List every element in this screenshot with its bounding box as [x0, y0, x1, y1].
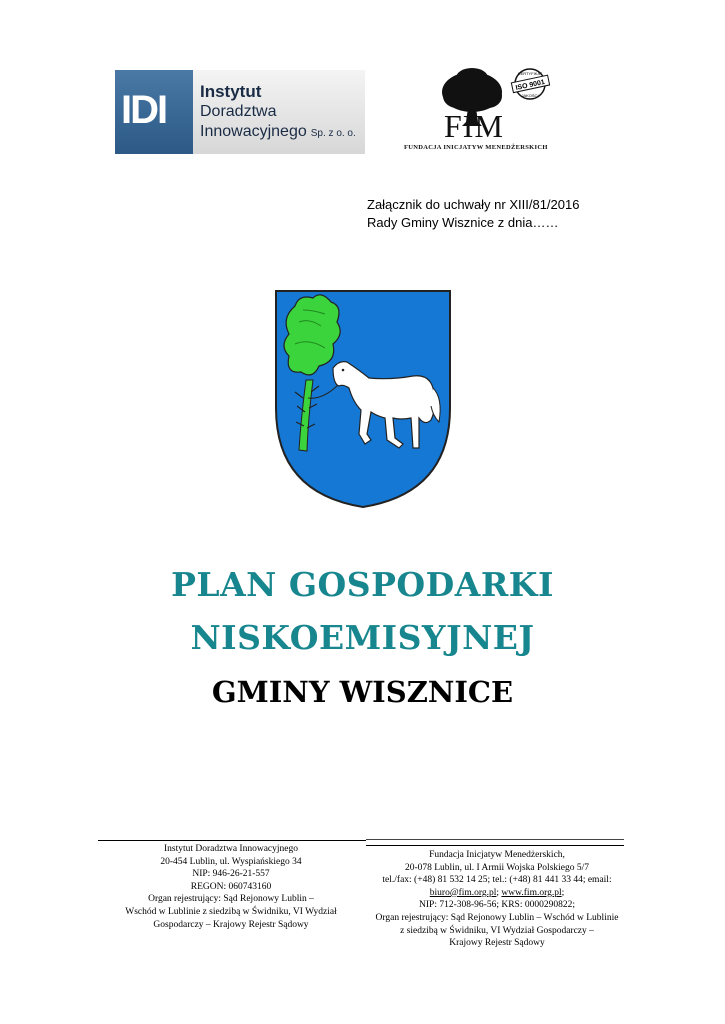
fim-name: FIM	[444, 108, 504, 144]
idi-line1: Instytut	[200, 82, 262, 101]
footer-idi-line5: Organ rejestrujący: Sąd Rejonowy Lublin –	[148, 894, 314, 905]
title-line1: PLAN GOSPODARKI	[171, 565, 554, 604]
iso-badge-icon	[511, 69, 549, 99]
footer-fim-line5: NIP: 712-308-96-56; KRS: 0000290822;	[419, 900, 575, 911]
footer-fim-line7: z siedzibą w Świdniku, VI Wydział Gospodarczy –	[400, 925, 594, 936]
footer-idi-line6: Wschód w Lublinie z siedzibą w Świdniku, VI Wydział	[125, 906, 337, 917]
footer-fim-line4	[366, 887, 628, 900]
footer-fim-line2: 20-078 Lublin, ul. I Armii Wojska Polskiego 5/7	[404, 862, 590, 873]
idi-line3: Innowacyjnego	[200, 123, 307, 140]
attachment-note	[367, 196, 579, 232]
idi-suffix: Sp. z o. o.	[310, 128, 356, 139]
footer-fim-line8: Krajowy Rejestr Sądowy	[449, 938, 545, 949]
fim-logo	[402, 64, 572, 156]
fim-subtitle: FUNDACJA INICJATYW MENEDŻERSKICH	[404, 144, 548, 151]
note-line1: Załącznik do uchwały nr XIII/81/2016	[367, 197, 580, 212]
iso-badge-bottom: JAKOŚCI	[521, 93, 539, 98]
link-separator: ;	[496, 887, 502, 898]
footer-rule-right	[366, 845, 624, 846]
footer-idi	[100, 843, 362, 931]
line-end: ;	[561, 887, 565, 898]
note-line2: Rady Gminy Wisznice z dnia……	[367, 215, 559, 230]
iso-badge-top: CERTYFIKAT	[517, 71, 543, 76]
title-line2: NISKOEMISYJNEJ	[190, 618, 535, 657]
footer-fim-line1: Fundacja Inicjatyw Menedżerskich,	[429, 850, 565, 860]
footer-idi-line2: 20-454 Lublin, ul. Wyspiańskiego 34	[160, 856, 302, 867]
footer-rule-right-top	[366, 839, 624, 840]
idi-logo-text	[200, 82, 356, 144]
footer-rule-left	[98, 840, 366, 841]
footer-fim-line6: Organ rejestrujący: Sąd Rejonowy Lublin – Wschód w Lublinie	[375, 912, 619, 923]
coat-of-arms-icon	[273, 288, 453, 510]
footer-idi-line1: Instytut Doradztwa Innowacyjnego	[163, 844, 299, 854]
title-line3: GMINY WISZNICE	[211, 675, 514, 709]
idi-mark-icon	[115, 70, 193, 154]
idi-mark-text: IDI	[121, 88, 167, 132]
footer-idi-line3: NIP: 946-26-21-557	[192, 869, 270, 880]
email-link[interactable]: biuro@fim.org.pl	[429, 887, 497, 898]
footer-idi-line4: REGON: 060743160	[190, 881, 272, 892]
footer-fim	[366, 849, 628, 950]
footer-idi-line7: Gospodarczy – Krajowy Rejestr Sądowy	[153, 919, 309, 930]
iso-badge-text: ISO 9001	[515, 78, 546, 92]
idi-logo	[115, 70, 365, 154]
idi-line2: Doradztwa	[200, 103, 277, 120]
footer-fim-line3: tel./fax: (+48) 81 532 14 25; tel.: (+48) 81 441 33 44; email:	[382, 875, 612, 886]
website-link[interactable]: www.fim.org.pl	[501, 887, 562, 898]
